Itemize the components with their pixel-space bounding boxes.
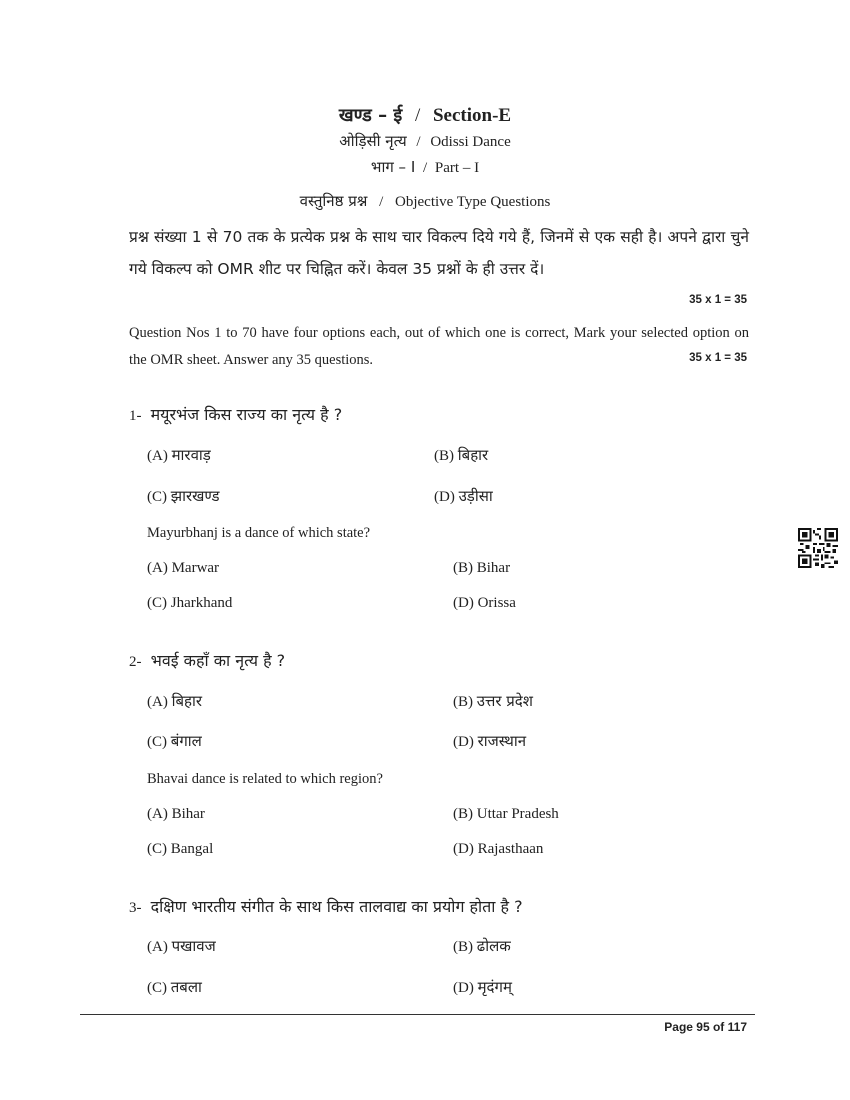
- question-text-hindi: भवई कहाँ का नृत्य है ?: [150, 651, 286, 670]
- option-label: (B): [434, 448, 454, 464]
- section-title-english: Section-E: [432, 105, 512, 126]
- section-title: [0, 103, 850, 127]
- q3-option-c-hindi: [147, 977, 202, 997]
- option-label: (A): [147, 939, 168, 955]
- option-text: Orissa: [477, 595, 516, 611]
- footer-divider: [80, 1014, 755, 1015]
- q3-option-d-hindi: [453, 977, 512, 997]
- question-3: [129, 895, 523, 917]
- option-label: (A): [147, 694, 168, 710]
- q1-option-a-english: [147, 560, 219, 577]
- option-text: मृदंगम्: [477, 978, 512, 996]
- q2-option-a-hindi: [147, 691, 202, 711]
- option-text: उड़ीसा: [458, 487, 493, 505]
- option-text: बंगाल: [170, 732, 202, 750]
- question-text-hindi: मयूरभंज किस राज्य का नृत्य है ?: [150, 405, 343, 424]
- q2-option-c-hindi: [147, 731, 202, 751]
- option-label: (A): [147, 448, 168, 464]
- q1-option-d-english: [453, 595, 516, 612]
- option-label: (B): [453, 806, 473, 822]
- q1-option-c-hindi: [147, 486, 220, 506]
- option-text: राजस्थान: [477, 732, 527, 750]
- q2-option-b-hindi: [453, 691, 533, 711]
- objective-hindi: वस्तुनिष्ठ प्रश्न: [299, 192, 368, 210]
- q2-option-b-english: [453, 806, 559, 823]
- q2-option-c-english: [147, 841, 213, 858]
- option-label: (D): [453, 980, 474, 996]
- part-english: Part – I: [434, 160, 480, 176]
- q2-option-d-hindi: [453, 731, 526, 751]
- option-label: (D): [453, 734, 474, 750]
- objective-separator: /: [379, 194, 384, 210]
- option-label: (C): [147, 489, 167, 505]
- question-text-hindi: दक्षिण भारतीय संगीत के साथ किस तालवाद्य का प्रयोग होता है ?: [150, 897, 523, 916]
- q2-option-a-english: [147, 806, 205, 823]
- option-text: Marwar: [171, 560, 220, 576]
- option-text: Bangal: [170, 841, 214, 857]
- option-text: Bihar: [476, 560, 511, 576]
- option-label: (B): [453, 560, 473, 576]
- option-label: (D): [453, 841, 474, 857]
- question-1: [129, 403, 342, 425]
- option-text: उत्तर प्रदेश: [476, 692, 533, 710]
- option-label: (C): [147, 980, 167, 996]
- title-separator: /: [414, 105, 421, 126]
- option-text: Jharkhand: [170, 595, 233, 611]
- objective-english: Objective Type Questions: [395, 194, 551, 210]
- section-title-hindi: खण्ड – ई: [338, 105, 403, 126]
- q1-option-a-hindi: [147, 445, 211, 465]
- question-number: 2-: [129, 654, 142, 670]
- option-text: Uttar Pradesh: [476, 806, 559, 822]
- option-text: Bihar: [171, 806, 205, 822]
- option-text: ढोलक: [476, 937, 511, 955]
- option-text: तबला: [170, 978, 202, 996]
- question-number: 3-: [129, 900, 142, 916]
- question-2: [129, 649, 285, 671]
- page-number: Page 95 of 117: [664, 1020, 747, 1034]
- option-label: (A): [147, 806, 168, 822]
- instructions-english: Question Nos 1 to 70 have four options each, out of which one is correct, Mark your selected option on the OMR sheet. Answer any 35 questions.: [129, 325, 749, 368]
- q3-option-b-hindi: [453, 936, 511, 956]
- q1-option-b-hindi: [434, 445, 488, 465]
- option-label: (C): [147, 734, 167, 750]
- option-label: (A): [147, 560, 168, 576]
- option-text: मारवाड़: [171, 446, 211, 464]
- q2-text-english: Bhavai dance is related to which region?: [147, 771, 383, 787]
- q3-option-a-hindi: [147, 936, 216, 956]
- option-text: बिहार: [457, 446, 489, 464]
- option-text: झारखण्ड: [170, 487, 220, 505]
- option-label: (B): [453, 939, 473, 955]
- option-label: (D): [453, 595, 474, 611]
- subject-separator: /: [416, 134, 421, 150]
- marks-hindi: 35 x 1 = 35: [689, 294, 747, 306]
- marks-english: 35 x 1 = 35: [689, 352, 747, 364]
- option-label: (D): [434, 489, 455, 505]
- part-separator: /: [423, 160, 428, 176]
- part-hindi: भाग – I: [370, 158, 416, 176]
- q1-text-english: Mayurbhanj is a dance of which state?: [147, 525, 371, 541]
- subject-heading: [0, 131, 850, 151]
- option-text: बिहार: [171, 692, 203, 710]
- q1-option-b-english: [453, 560, 510, 577]
- option-text: Rajasthaan: [477, 841, 544, 857]
- subject-hindi: ओड़िसी नृत्य: [339, 132, 407, 150]
- question-number: 1-: [129, 408, 142, 424]
- q1-option-d-hindi: [434, 486, 493, 506]
- option-text: पखावज: [171, 937, 216, 955]
- instructions-hindi: प्रश्न संख्या 1 से 70 तक के प्रत्येक प्रश्न के साथ चार विकल्प दिये गये हैं, जिनमें से एक सही है। अपने द्वारा चुने गये विकल्प को OMR शीट पर चिह्नित करें। केवल 35 प्रश्नों के ही उत्तर दें।: [129, 228, 749, 278]
- q2-option-d-english: [453, 841, 543, 858]
- subject-english: Odissi Dance: [430, 134, 511, 150]
- option-label: (C): [147, 841, 167, 857]
- objective-heading: [0, 191, 850, 211]
- qr-code-icon: [798, 528, 838, 568]
- option-label: (B): [453, 694, 473, 710]
- part-heading: [0, 157, 850, 177]
- q1-option-c-english: [147, 595, 232, 612]
- option-label: (C): [147, 595, 167, 611]
